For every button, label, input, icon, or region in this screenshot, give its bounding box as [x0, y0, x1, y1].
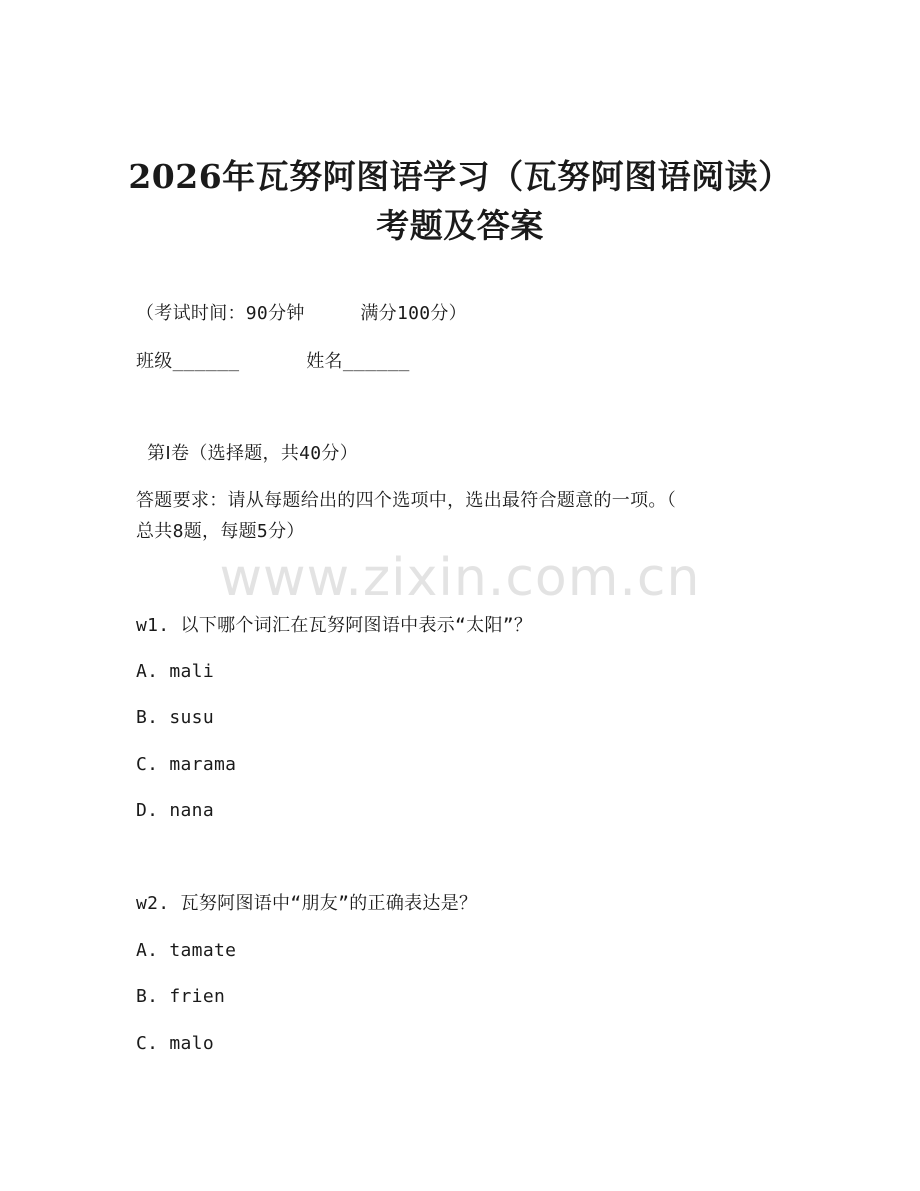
option-d: D. nana — [136, 800, 214, 821]
option-b: B. frien — [136, 986, 226, 1007]
exam-info: （考试时间：90分钟 满分100分） — [136, 303, 467, 324]
document-title-line1: 2026年瓦努阿图语学习（瓦努阿图语阅读） — [128, 157, 792, 196]
option-c: C. malo — [136, 1033, 214, 1054]
watermark: www.zixin.com.cn — [219, 548, 701, 608]
question-prompt: w2. 瓦努阿图语中“朋友”的正确表达是？ — [136, 893, 478, 914]
document-title-line2: 考题及答案 — [376, 206, 544, 245]
option-c: C. marama — [136, 754, 237, 775]
option-b: B. susu — [136, 707, 214, 728]
section-heading: 第Ⅰ卷（选择题，共40分） — [136, 443, 359, 464]
option-a: A. mali — [136, 661, 214, 682]
option-a: A. tamate — [136, 940, 237, 961]
instructions-line1: 答题要求：请从每题给出的四个选项中，选出最符合题意的一项。（ — [136, 490, 676, 511]
question-prompt: w1. 以下哪个词汇在瓦努阿图语中表示“太阳”？ — [136, 615, 533, 636]
class-name-line: 班级______ 姓名______ — [136, 351, 410, 372]
instructions-line2: 总共8题，每题5分） — [136, 521, 305, 542]
